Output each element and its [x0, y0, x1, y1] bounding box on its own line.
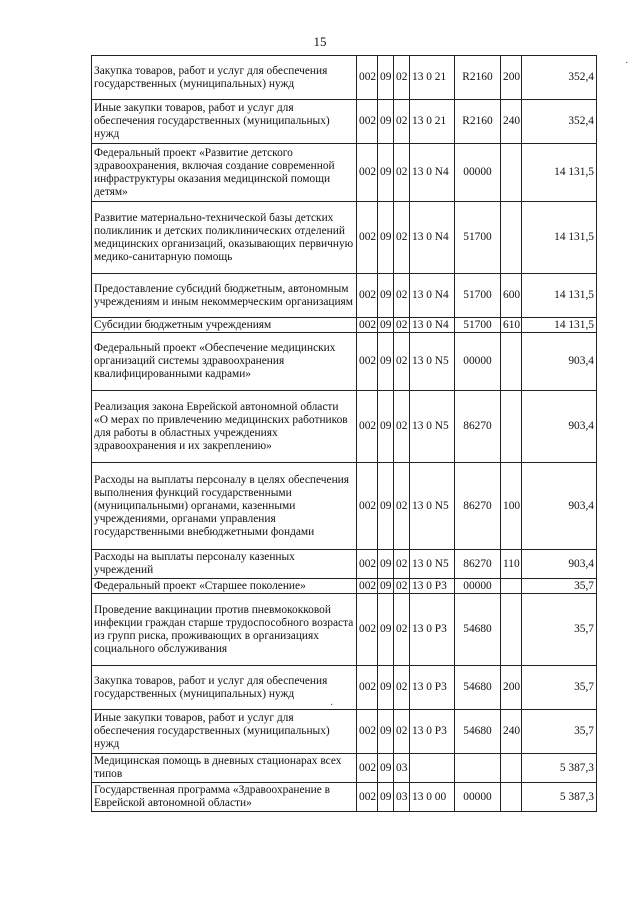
- ministry-code: 002: [357, 318, 378, 333]
- program-code: 13 0 N5: [410, 463, 455, 550]
- program-code: 13 0 N5: [410, 391, 455, 463]
- amount: 5 387,3: [522, 783, 597, 812]
- section-code: 09: [378, 783, 394, 812]
- table-row: [92, 391, 597, 463]
- program-code: 13 0 N4: [410, 144, 455, 202]
- expense-type-code: 200: [501, 666, 522, 710]
- expense-type-code: [501, 579, 522, 594]
- row-name: Расходы на выплаты персоналу в целях обеспечения выполнения функций государственными (муниципальными) органами, казенными учреждениями, органами управления государственными внебюджетными фондами: [92, 463, 357, 550]
- subsection-code: 02: [394, 550, 410, 579]
- row-name: Закупка товаров, работ и услуг для обеспечения государственных (муниципальных) нужд: [92, 666, 357, 710]
- section-code: 09: [378, 333, 394, 391]
- amount: 35,7: [522, 666, 597, 710]
- row-name: Федеральный проект «Развитие детского здравоохранения, включая создание современной инфраструктуры оказания медицинской помощи детям»: [92, 144, 357, 202]
- table-row: [92, 550, 597, 579]
- program-code: [410, 754, 455, 783]
- program-code: 13 0 N5: [410, 333, 455, 391]
- subsection-code: 03: [394, 754, 410, 783]
- subsection-code: 02: [394, 274, 410, 318]
- section-code: 09: [378, 202, 394, 274]
- page-number: 15: [313, 34, 327, 49]
- ministry-code: 002: [357, 100, 378, 144]
- expense-type-code: 240: [501, 100, 522, 144]
- amount: 14 131,5: [522, 318, 597, 333]
- expense-type-code: [501, 202, 522, 274]
- amount: 35,7: [522, 594, 597, 666]
- expense-type-code: [501, 783, 522, 812]
- amount: 352,4: [522, 100, 597, 144]
- row-name: Государственная программа «Здравоохранение в Еврейской автономной области»: [92, 783, 357, 812]
- section-code: 09: [378, 274, 394, 318]
- ministry-code: 002: [357, 463, 378, 550]
- row-name: Федеральный проект «Старшее поколение»: [92, 579, 357, 594]
- row-name: Расходы на выплаты персоналу казенных учреждений: [92, 550, 357, 579]
- expense-type-code: 610: [501, 318, 522, 333]
- row-name: Иные закупки товаров, работ и услуг для обеспечения государственных (муниципальных) нужд: [92, 100, 357, 144]
- subsection-code: 03: [394, 783, 410, 812]
- section-code: 09: [378, 710, 394, 754]
- subsection-code: 02: [394, 100, 410, 144]
- direction-code: 54680: [455, 710, 501, 754]
- program-code: 13 0 P3: [410, 579, 455, 594]
- amount: 35,7: [522, 579, 597, 594]
- expense-type-code: [501, 754, 522, 783]
- subsection-code: 02: [394, 666, 410, 710]
- ministry-code: 002: [357, 783, 378, 812]
- table-row: [92, 56, 597, 100]
- ministry-code: 002: [357, 666, 378, 710]
- expense-type-code: 110: [501, 550, 522, 579]
- program-code: 13 0 P3: [410, 594, 455, 666]
- subsection-code: 02: [394, 318, 410, 333]
- amount: 903,4: [522, 391, 597, 463]
- section-code: 09: [378, 463, 394, 550]
- direction-code: 86270: [455, 463, 501, 550]
- ministry-code: 002: [357, 56, 378, 100]
- row-name: Федеральный проект «Обеспечение медицинских организаций системы здравоохранения квалифицированными кадрами»: [92, 333, 357, 391]
- subsection-code: 02: [394, 202, 410, 274]
- direction-code: 00000: [455, 333, 501, 391]
- budget-table: [91, 55, 597, 812]
- direction-code: R2160: [455, 56, 501, 100]
- ministry-code: 002: [357, 710, 378, 754]
- program-code: 13 0 N4: [410, 318, 455, 333]
- direction-code: 51700: [455, 202, 501, 274]
- row-name: Развитие материально-технической базы детских поликлиник и детских поликлинических отделений медицинских организаций, оказывающих первичную медико-санитарную помощь: [92, 202, 357, 274]
- section-code: 09: [378, 318, 394, 333]
- table-row: [92, 333, 597, 391]
- section-code: 09: [378, 56, 394, 100]
- section-code: 09: [378, 550, 394, 579]
- table-row: [92, 274, 597, 318]
- expense-type-code: 100: [501, 463, 522, 550]
- section-code: 09: [378, 100, 394, 144]
- amount: 14 131,5: [522, 144, 597, 202]
- row-name: Медицинская помощь в дневных стационарах всех типов: [92, 754, 357, 783]
- scan-speck: ·: [625, 58, 629, 69]
- ministry-code: 002: [357, 202, 378, 274]
- amount: 35,7: [522, 710, 597, 754]
- subsection-code: 02: [394, 579, 410, 594]
- amount: 903,4: [522, 333, 597, 391]
- direction-code: 00000: [455, 579, 501, 594]
- expense-type-code: [501, 594, 522, 666]
- ministry-code: 002: [357, 550, 378, 579]
- expense-type-code: 240: [501, 710, 522, 754]
- expense-type-code: 200: [501, 56, 522, 100]
- ministry-code: 002: [357, 754, 378, 783]
- subsection-code: 02: [394, 333, 410, 391]
- row-name: Закупка товаров, работ и услуг для обеспечения государственных (муниципальных) нужд: [92, 56, 357, 100]
- table-row: [92, 710, 597, 754]
- program-code: 13 0 21: [410, 56, 455, 100]
- subsection-code: 02: [394, 56, 410, 100]
- ministry-code: 002: [357, 333, 378, 391]
- row-name: Предоставление субсидий бюджетным, автономным учреждениям и иным некоммерческим организациям: [92, 274, 357, 318]
- expense-type-code: 600: [501, 274, 522, 318]
- scan-speck: ·: [330, 700, 334, 711]
- amount: 14 131,5: [522, 274, 597, 318]
- ministry-code: 002: [357, 274, 378, 318]
- program-code: 13 0 P3: [410, 710, 455, 754]
- section-code: 09: [378, 666, 394, 710]
- table-row: [92, 579, 597, 594]
- ministry-code: 002: [357, 144, 378, 202]
- direction-code: 51700: [455, 274, 501, 318]
- table-row: [92, 594, 597, 666]
- expense-type-code: [501, 144, 522, 202]
- program-code: 13 0 21: [410, 100, 455, 144]
- section-code: 09: [378, 144, 394, 202]
- table-row: [92, 100, 597, 144]
- table-row: [92, 202, 597, 274]
- program-code: 13 0 N5: [410, 550, 455, 579]
- direction-code: 86270: [455, 391, 501, 463]
- ministry-code: 002: [357, 579, 378, 594]
- section-code: 09: [378, 754, 394, 783]
- row-name: Иные закупки товаров, работ и услуг для обеспечения государственных (муниципальных) нужд: [92, 710, 357, 754]
- table-row: [92, 783, 597, 812]
- table-row: [92, 463, 597, 550]
- section-code: 09: [378, 391, 394, 463]
- amount: 14 131,5: [522, 202, 597, 274]
- direction-code: 00000: [455, 783, 501, 812]
- subsection-code: 02: [394, 463, 410, 550]
- expense-type-code: [501, 391, 522, 463]
- program-code: 13 0 P3: [410, 666, 455, 710]
- section-code: 09: [378, 594, 394, 666]
- program-code: 13 0 N4: [410, 202, 455, 274]
- table-row: [92, 754, 597, 783]
- section-code: 09: [378, 579, 394, 594]
- direction-code: 51700: [455, 318, 501, 333]
- row-name: Субсидии бюджетным учреждениям: [92, 318, 357, 333]
- subsection-code: 02: [394, 594, 410, 666]
- program-code: 13 0 N4: [410, 274, 455, 318]
- table-row: [92, 144, 597, 202]
- table-row: [92, 666, 597, 710]
- subsection-code: 02: [394, 710, 410, 754]
- direction-code: 54680: [455, 594, 501, 666]
- amount: 903,4: [522, 463, 597, 550]
- direction-code: [455, 754, 501, 783]
- direction-code: 00000: [455, 144, 501, 202]
- subsection-code: 02: [394, 391, 410, 463]
- amount: 352,4: [522, 56, 597, 100]
- row-name: Реализация закона Еврейской автономной области «О мерах по привлечению медицинских работников для работы в областных учреждениях здравоохранения и их закреплению»: [92, 391, 357, 463]
- direction-code: 54680: [455, 666, 501, 710]
- ministry-code: 002: [357, 391, 378, 463]
- program-code: 13 0 00: [410, 783, 455, 812]
- direction-code: R2160: [455, 100, 501, 144]
- amount: 903,4: [522, 550, 597, 579]
- table-row: [92, 318, 597, 333]
- direction-code: 86270: [455, 550, 501, 579]
- ministry-code: 002: [357, 594, 378, 666]
- amount: 5 387,3: [522, 754, 597, 783]
- row-name: Проведение вакцинации против пневмококковой инфекции граждан старше трудоспособного возраста из групп риска, проживающих в организациях социального обслуживания: [92, 594, 357, 666]
- expense-type-code: [501, 333, 522, 391]
- subsection-code: 02: [394, 144, 410, 202]
